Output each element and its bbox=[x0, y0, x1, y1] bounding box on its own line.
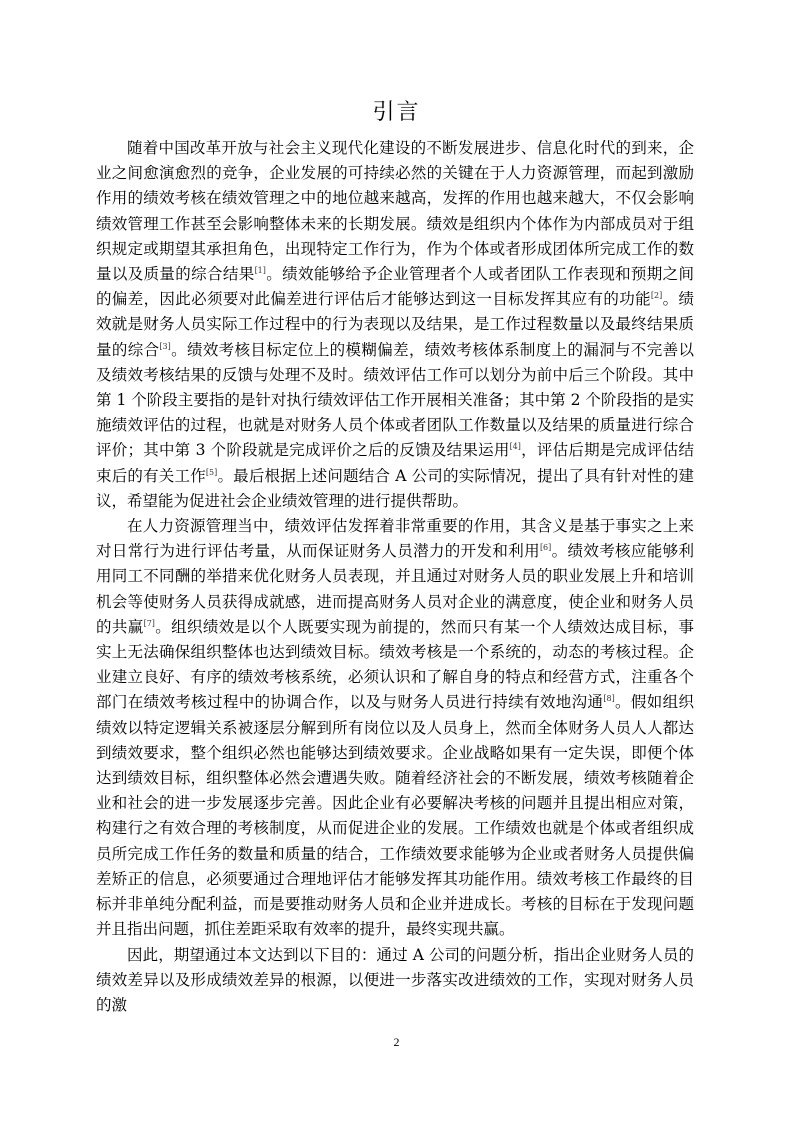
citation-marker: [1] bbox=[254, 266, 266, 276]
citation-marker: [8] bbox=[603, 694, 615, 704]
paragraph-text: 。组织绩效是以个人既要实现为前提的，然而只有某一个人绩效达成目标，事实上无法确保组织整体也达到绩效目标。绩效考核是一个系统的，动态的考核过程。企业建立良好、有序的绩效考核系统，必须认识和了解自身的特点和经营方式，注重各个部门在绩效考核过程中的协调合作，以及与财务人员进行持续有效地沟通 bbox=[96, 617, 694, 712]
paragraph-text: 。假如组织绩效以特定逻辑关系被逐层分解到所有岗位以及人员身上，然而全体财务人员人人都达到绩效要求，整个组织必然也能够达到绩效要求。企业战略如果有一定失误，即便个体达到绩效目标，组织整体必然会遭遇失败。随着经济社会的不断发展，绩效考核随着企业和社会的进一步发展逐步完善。因此企业有必要解决考核的问题并且提出相应对策，构建行之有效合理的考核制度，从而促进企业的发展。工作绩效也就是个体或者组织成员所完成工作任务的数量和质量的结合，工作绩效要求能够为企业或者财务人员提供偏差矫正的信息，必须要通过合理地评估才能够发挥其功能作用。绩效考核工作最终的目标并非单纯分配利益，而是要推动财务人员和企业并进成长。考核的目标在于发现问题并且指出问题，抓住差距采取有效率的提升，最终实现共赢。 bbox=[96, 693, 694, 939]
paragraph bbox=[96, 136, 694, 514]
paragraph-text: 。绩效考核应能够利用同工不同酬的举措来优化财务人员表现，并且通过对财务人员的职业发展上升和培训机会等使财务人员获得成就感，进而提高财务人员对企业的满意度，使企业和财务人员的共赢 bbox=[96, 542, 694, 636]
paragraph-text: 。绩效能够给予企业管理者个人或者团队工作表现和预期之间的偏差，因此必须要对此偏差进行评估后才能够达到这一目标发挥其应有的功能 bbox=[96, 265, 694, 309]
citation-marker: [5] bbox=[205, 467, 218, 477]
paragraph bbox=[96, 514, 694, 942]
paragraph bbox=[96, 943, 694, 1019]
paragraph-text: 因此，期望通过本文达到以下目的：通过 A 公司的问题分析，指出企业财务人员的绩效差异以及形成绩效差异的根源，以便进一步落实改进绩效的工作，实现对财务人员的激 bbox=[96, 945, 694, 1014]
paragraph-text: 随着中国改革开放与社会主义现代化建设的不断发展进步、信息化时代的到来，企业之间愈演愈烈的竞争，企业发展的可持续必然的关键在于人力资源管理，而起到激励作用的绩效考核在绩效管理之中的地位越来越高，发挥的作用也越来越大，不仅会影响绩效管理工作甚至会影响整体未来的长期发展。绩效是组织内个体作为内部成员对于组织规定或期望其承担角色，出现特定工作行为，作为个体或者形成团体所完成工作的数量以及质量的综合结果 bbox=[96, 139, 694, 284]
paragraph-text: 。最后根据上述问题结合 A 公司的实际情况，提出了具有针对性的建议，希望能为促进社会企业绩效管理的进行提供帮助。 bbox=[96, 466, 694, 510]
citation-marker: [3] bbox=[159, 341, 171, 351]
paragraph-text: 。绩效就是财务人员实际工作过程中的行为表现以及结果，是工作过程数量以及最终结果质量的综合 bbox=[96, 290, 694, 359]
citation-marker: [7] bbox=[143, 618, 155, 628]
paragraph-text: ，评估后期是完成评估结束后的有关工作 bbox=[96, 441, 694, 485]
citation-marker: [4] bbox=[509, 442, 521, 452]
paragraph-text: 在人力资源管理当中，绩效评估发挥着非常重要的作用，其含义是基于事实之上来对日常行为进行评估考量，从而保证财务人员潜力的开发和利用 bbox=[96, 517, 694, 561]
paragraph-text: 。绩效考核目标定位上的模糊偏差，绩效考核体系制度上的漏洞与不完善以及绩效考核结果的反馈与处理不及时。绩效评估工作可以划分为前中后三个阶段。其中第 1 个阶段主要指的是针对执行绩效评估工作开展相关准备；其中第 2 个阶段指的是实施绩效评估的过程，也就是对财务人员个体或者团队工作数量以及结果的质量进行综合评价；其中第 3 个阶段就是完成评价之后的反馈及结果运用 bbox=[96, 340, 694, 460]
citation-marker: [6] bbox=[539, 543, 552, 553]
page-number: 2 bbox=[393, 1035, 400, 1049]
document-body bbox=[96, 136, 694, 1018]
page-title: 引言 bbox=[372, 100, 421, 125]
citation-marker: [2] bbox=[650, 291, 663, 301]
